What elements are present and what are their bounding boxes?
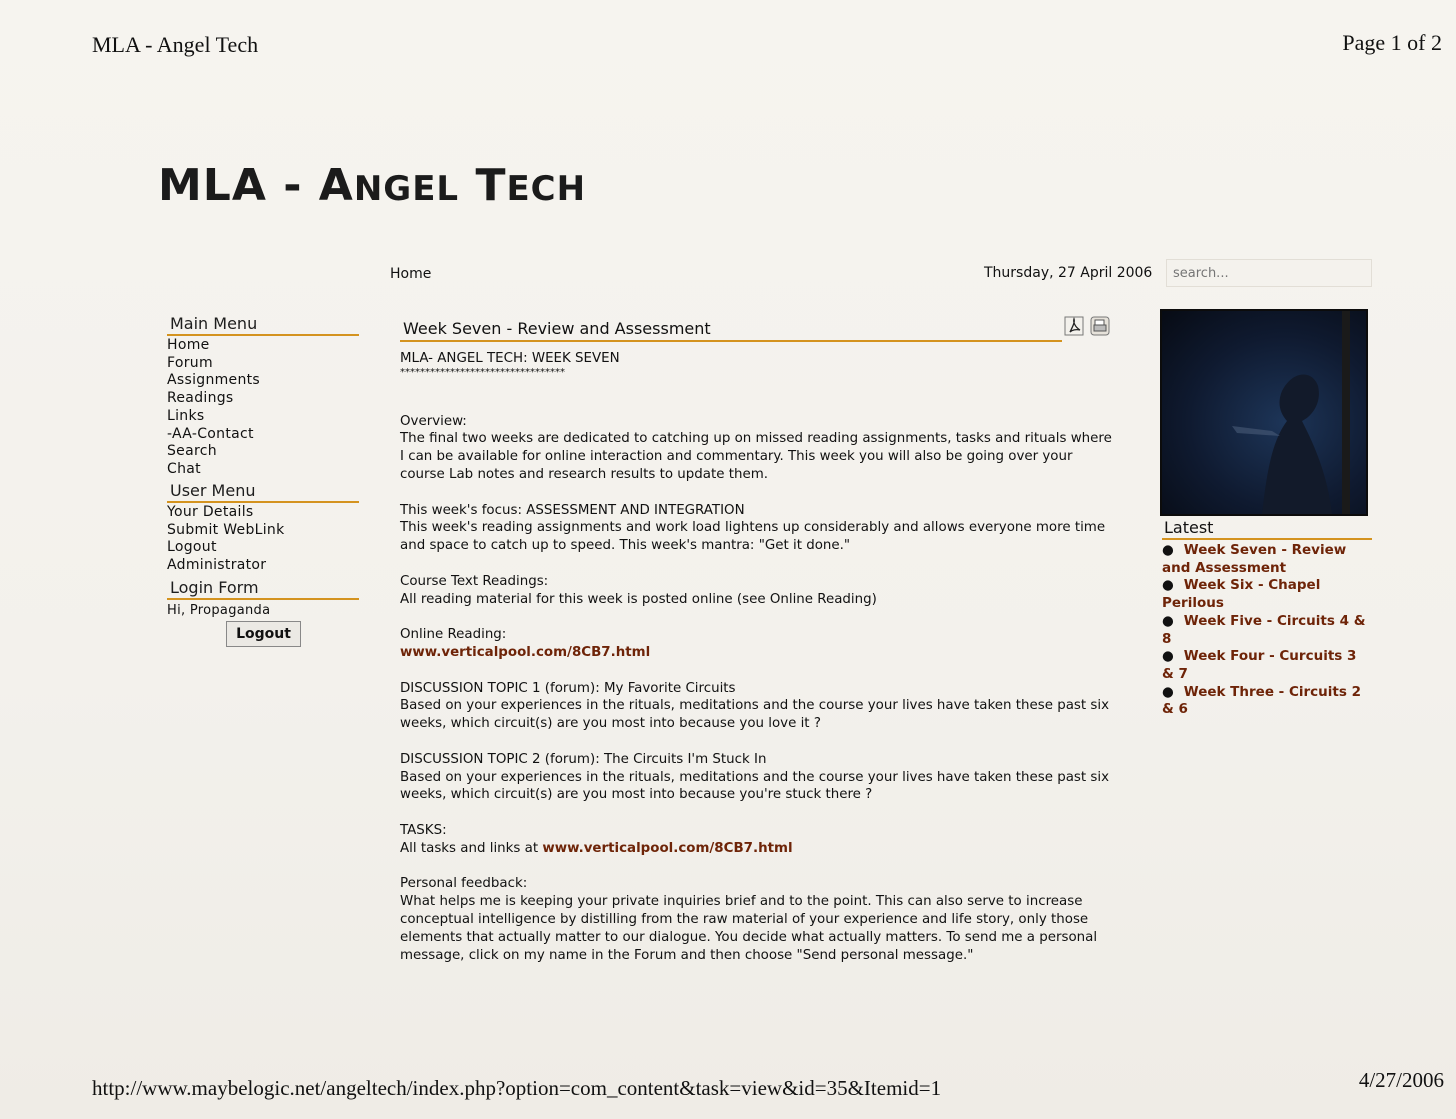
pdf-icon[interactable] <box>1064 316 1084 336</box>
site-title-ngel: NGEL <box>353 169 460 209</box>
print-footer-url: http://www.maybelogic.net/angeltech/index.php?option=com_content&task=view&id=35&Itemid=1 <box>92 1076 942 1100</box>
topic1-label: DISCUSSION TOPIC 1 (forum): My Favorite Circuits <box>400 680 736 696</box>
sidebar-photo-figure <box>1162 311 1366 514</box>
menu-item-administrator[interactable]: Administrator <box>167 557 267 574</box>
logout-button[interactable]: Logout <box>226 621 301 647</box>
article-subtitle: MLA- ANGEL TECH: WEEK SEVEN <box>400 351 620 366</box>
menu-item-forum[interactable]: Forum <box>167 354 213 371</box>
latest-item[interactable]: ● Week Four - Curcuits 3 & 7 <box>1162 648 1357 682</box>
main-menu <box>167 314 359 479</box>
menu-item-assignments[interactable]: Assignments <box>167 372 261 389</box>
main-menu-heading: Main Menu <box>167 314 359 336</box>
latest-heading: Latest <box>1162 518 1372 540</box>
menu-item-logout[interactable]: Logout <box>167 539 217 556</box>
article-divider-stars: ********************************* <box>400 366 565 378</box>
menu-item-aa-contact[interactable]: -AA-Contact <box>167 425 254 442</box>
latest-item[interactable]: ● Week Three - Circuits 2 & 6 <box>1162 683 1361 718</box>
user-menu <box>167 481 359 575</box>
site-title-a: A <box>318 160 354 211</box>
sidebar-photo <box>1160 309 1368 516</box>
tasks-link[interactable]: www.verticalpool.com/8CB7.html <box>542 840 793 856</box>
login-form <box>167 578 359 647</box>
site-title-prefix: MLA - <box>158 160 319 211</box>
article-icons <box>1064 316 1110 336</box>
menu-item-links[interactable]: Links <box>167 407 205 424</box>
menu-item-home[interactable]: Home <box>167 337 210 353</box>
feedback-label: Personal feedback: <box>400 876 528 892</box>
menu-item-readings[interactable]: Readings <box>167 390 234 407</box>
topic1-text: Based on your experiences in the rituals, meditations and the course your lives have taken these past six weeks, which circuit(s) are you most into because you love it ? <box>400 698 1110 732</box>
site-title[interactable] <box>158 160 586 211</box>
latest-item[interactable]: ● Week Five - Circuits 4 & 8 <box>1162 612 1366 647</box>
feedback-text: What helps me is keeping your private inquiries brief and to the point. This can also serve to increase conceptual intelligence by distilling from the raw material of your experience and life story, only those elements that actually matter to our dialogue. You decide what actually matters. To send me a personal message, click on my name in the Forum and then choose "Send personal message." <box>400 894 1098 963</box>
readings-text: All reading material for this week is posted online (see Online Reading) <box>400 591 877 607</box>
article-header <box>400 316 1062 342</box>
site-title-ech: ECH <box>506 169 587 209</box>
print-header-title: MLA - Angel Tech <box>92 32 259 57</box>
topic2-text: Based on your experiences in the rituals, meditations and the course your lives have taken these past six weeks, which circuit(s) are you most into because you're stuck there ? <box>400 769 1110 803</box>
latest-block <box>1162 518 1372 719</box>
overview-label: Overview: <box>400 413 467 429</box>
readings-label: Course Text Readings: <box>400 573 549 589</box>
article-title[interactable]: Week Seven - Review and Assessment <box>403 319 711 338</box>
site-title-t: T <box>475 160 507 211</box>
latest-item[interactable]: ● Week Six - Chapel Perilous <box>1162 577 1321 612</box>
menu-item-your-details[interactable]: Your Details <box>167 504 254 520</box>
article-body <box>400 350 1120 964</box>
print-footer-date: 4/27/2006 <box>1358 1068 1444 1092</box>
focus-label: This week's focus: ASSESSMENT AND INTEGRATION <box>400 502 745 518</box>
topic2-label: DISCUSSION TOPIC 2 (forum): The Circuits I'm Stuck In <box>400 751 767 767</box>
focus-text: This week's reading assignments and work load lightens up considerably and allows everyone more time and space to catch up to speed. This week's mantra: "Get it done." <box>400 520 1106 554</box>
login-form-heading: Login Form <box>167 578 359 600</box>
tasks-label: TASKS: <box>400 822 447 838</box>
print-icon[interactable] <box>1090 316 1110 336</box>
breadcrumb-home[interactable]: Home <box>390 266 432 282</box>
online-reading-link[interactable]: www.verticalpool.com/8CB7.html <box>400 644 651 660</box>
user-menu-heading: User Menu <box>167 481 359 503</box>
menu-item-submit-weblink[interactable]: Submit WebLink <box>167 521 285 538</box>
overview-text: The final two weeks are dedicated to catching up on missed reading assignments, tasks and rituals where I can be available for online interaction and commentary. This week you will also be going over your course Lab notes and research results to update them. <box>400 431 1112 482</box>
login-greeting: Hi, Propaganda <box>167 603 271 618</box>
search-input[interactable] <box>1166 259 1372 287</box>
latest-item[interactable]: ● Week Seven - Review and Assessment <box>1162 542 1347 576</box>
tasks-line <box>400 840 1120 858</box>
menu-item-chat[interactable]: Chat <box>167 460 201 477</box>
print-page-number: Page 1 of 2 <box>1342 30 1442 55</box>
online-reading-label: Online Reading: <box>400 627 507 643</box>
tasks-prefix: All tasks and links at <box>400 840 543 856</box>
current-date: Thursday, 27 April 2006 <box>984 265 1153 281</box>
menu-item-search[interactable]: Search <box>167 443 217 460</box>
article <box>400 316 1120 982</box>
